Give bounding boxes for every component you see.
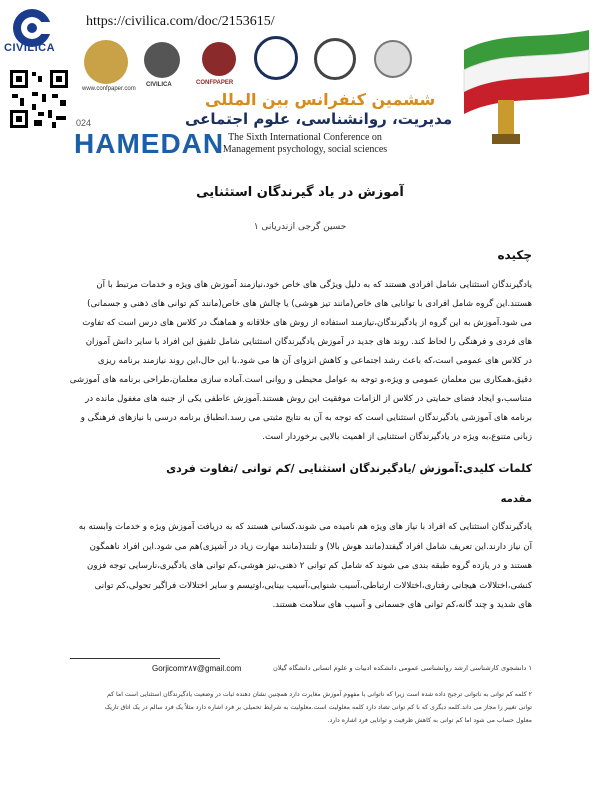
intro-line: هستند و در یازده گروه طبقه بندی می شوند که شامل کم توانی ۲ ذهنی،تیز هوشی،کم توانی های یادگیری،نارسایی توجه فزون (87, 561, 532, 571)
keywords-line: کلمات کلیدی:آموزش /یادگیرندگان استثنایی /کم توانی /تفاوت فردی (166, 462, 532, 475)
footnote-line: معلول حساب می شود اما کم توانی به کاهش ظرفیت و توانایی فرد اشاره دارد. (327, 717, 532, 724)
abstract-line: متناسب،و ایجاد فضای حمایتی در کلاس از الزامات موفقیت این روش هستند.آموزش عاطفی یکی از جنبه های مغفول مانده در (85, 394, 532, 404)
intro-line: کنشی،اختلالات هیجانی رفتاری،اختلالات ارتباطی،آسیب شنوایی،آسیب بینایی،اوتیسم و سایر اختلالات فراگیر تحولی،کم توانی (94, 580, 532, 591)
institute-seal-icon (314, 38, 356, 80)
conference-title-en: The Sixth International Conference on Management psychology, social sciences (222, 132, 388, 155)
abstract-line: زبانی متنوع،به ویژه در یادگیرندگان استثنایی از اهمیت بالایی برخوردار است. (262, 432, 532, 442)
partner-seal-icon (374, 40, 412, 78)
intro-line: یادگیرندگان استثنایی که افراد با نیاز های ویژه هم نامیده می شوند،کسانی هستند که به دریافت آموزش ویژه و خدمات وابسته به (78, 522, 532, 532)
abstract-line: دقیق،همکاری بین معلمان عمومی و ویژه،و توجه به عوامل محیطی و روانی است.آماده سازی معلمان،طراحی برنامه های آموزشی (69, 375, 532, 385)
footnote-divider (70, 658, 220, 659)
civilica-seal-icon (144, 42, 180, 78)
introduction-heading: مقدمه (500, 494, 532, 505)
conference-year-code: 024 (76, 118, 92, 128)
footnote-2 (62, 688, 532, 727)
intro-line: های شدید و چند گانه،کم توانی های جسمانی و آسیب های سلامت هستند. (272, 600, 532, 610)
footnote-1: ۱ دانشجوی کارشناسی ارشد روانشناسی عمومی دانشکده ادبیات و علوم انسانی دانشگاه گیلان (272, 664, 532, 672)
civilica-brand-text: CIVILICA (4, 42, 56, 54)
paper-author: حسین گرجی ازندریانی ۱ (253, 222, 347, 232)
author-email[interactable]: Gorjicom۲۸۷@gmail.com (152, 664, 242, 673)
footnote-line: توانی تغییر را مجاز می داند.کلمه دیگری که با کم توانی تضاد دارد کلمه معلولیت است.معلولیت به شرایط تحمیلی بر فرد اشاره دارد مثلاً یک فرد سالم در یک اتاق تاریک (104, 704, 532, 711)
conference-title-fa-line1: ششمین کنفرانس بین المللی (205, 90, 436, 109)
intro-line: آن نیاز دارند.این تعریف شامل افراد گیفتد(مانند هوش بالا) و تلنتد(مانند مهارت زیاد در آشپزی)هم می شود.این افراد ناهمگون (89, 541, 532, 552)
introduction-paragraph (62, 518, 532, 616)
abstract-line: در کلاس های عمومی است،که باعث رشد اجتماعی و کاهش انزوای آن ها می شود.با این حال،این روند نیازمند برنامه ریزی (97, 356, 532, 366)
logo-label: CIVILICA (146, 82, 172, 88)
logo-label: www.confpaper.com (82, 86, 136, 92)
paper-title: آموزش در یاد گیرندگان استثنایی (196, 185, 404, 200)
university-seal-icon (254, 36, 298, 80)
abstract-line: های فردی و فرهنگی را لحاظ کند. روند های جدید در آموزش یادگیرندگان استثنایی شامل تلفیق این افراد با سایر دانش آموزان (85, 337, 532, 347)
abstract-line: برنامه های آموزشی یادگیرندگان استثنایی است که توجه به آن به نتایج مثبتی می رسد.انطباق برنامه درسی با نیازهای فرهنگی و (80, 413, 532, 423)
flag-ribbon-icon (454, 30, 594, 160)
confpaper-logo-icon (202, 42, 236, 76)
document-url[interactable]: https://civilica.com/doc/2153615/ (86, 14, 275, 29)
confpaper-seal-icon (84, 40, 128, 84)
abstract-paragraph (62, 276, 532, 447)
abstract-line: یادگیرندگان استثنایی شامل افرادی هستند که به دلیل ویژگی های خاص خود،نیازمند آموزش های ویژه و خدمات مرتبط با آن (96, 280, 532, 290)
logo-label: CONFPAPER (196, 80, 234, 86)
abstract-line: می شود.آموزش به این گروه از یادگیرندگان،نیازمند استفاده از روش های خلاقانه و هماهنگ در کلاس های درس است که تفاوت (82, 318, 532, 328)
conference-title-fa-line2: مدیریت، روانشناسی، علوم اجتماعی (185, 110, 453, 128)
hamedan-wordmark: HAMEDAN (74, 128, 225, 159)
abstract-heading: چکیده (497, 248, 532, 262)
abstract-line: هستند.این گروه شامل افرادی با توانایی های خاص(مانند تیز هوشی) یا چالش های خاص(مانند کم توانی های ذهنی و جسمانی) (87, 299, 532, 309)
qr-code-icon (8, 68, 70, 130)
footnote-line: ۲ کلمه کم توانی به ناتوانی ترجیح داده شده است زیرا که ناتوانی با مفهوم آموزش مغایرت دارد همچنین نشان دهنده ثبات در وضعیت یادگیرندگان استثنایی است اما کم (107, 691, 532, 698)
